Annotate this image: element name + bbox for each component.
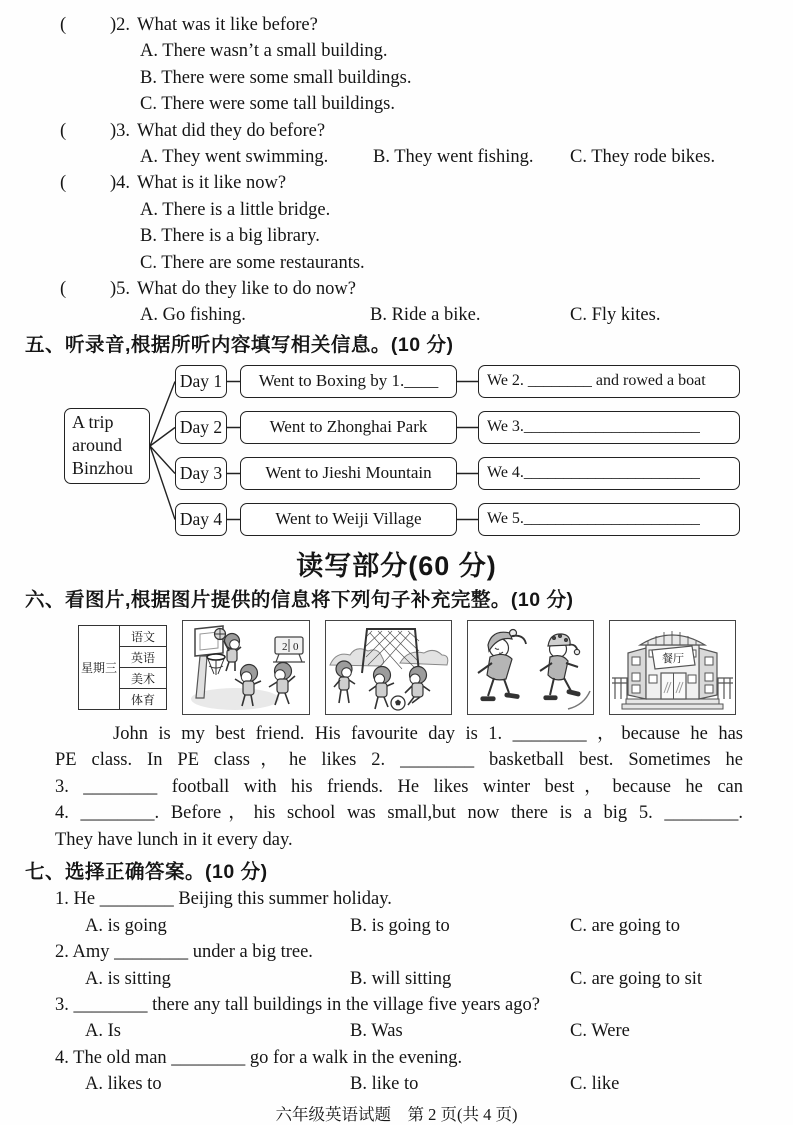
option-a: A. There is a little bridge. [140, 199, 331, 220]
question-5-options [140, 302, 793, 328]
skater-left [478, 630, 526, 701]
scoreboard-left-score: 2 [282, 641, 288, 654]
skater-right [540, 634, 580, 700]
day-1-result-box: We 2. ________ and rowed a boat [478, 365, 740, 398]
day-3-result-box: We 4.______________________ [478, 457, 740, 490]
question-4-options [85, 1071, 793, 1097]
option-c: C. There were some tall buildings. [140, 94, 396, 115]
schedule-subject-cell: 英语 [120, 647, 167, 668]
paragraph-line: PE class. In PE class，he likes 2. ________ basketball best. Sometimes he [55, 750, 743, 771]
paragraph-line: 3. ________ football with his friends. He likes winter best，because he can [55, 776, 743, 797]
option-c: C. are going to sit [570, 968, 703, 989]
question-1-options [85, 913, 793, 939]
section-7-heading: 七、选择正确答案。(10 分) [25, 861, 268, 884]
cloze-paragraph [55, 721, 743, 854]
schedule-subject-cell: 语文 [120, 626, 167, 647]
question-text: What was it like before? [137, 15, 318, 35]
basketball-scene-svg [183, 621, 308, 713]
question-3-options [140, 144, 793, 170]
wednesday-schedule-table [78, 625, 167, 710]
option-c: C. There are some restaurants. [140, 252, 365, 273]
option-b: B. Ride a bike. [370, 305, 481, 326]
question-number: )2. [110, 15, 131, 35]
restaurant-illustration [609, 620, 736, 715]
trip-diagram [0, 360, 793, 542]
schedule-day-cell: 星期三 [79, 626, 120, 710]
option-a: A. is going [85, 915, 167, 936]
question-text: What do they like to do now? [137, 279, 356, 300]
question-3-line [60, 118, 793, 144]
paragraph-line: John is my best friend. His favourite day is 1. ________ ，because he has [113, 723, 743, 744]
question-text: What did they do before? [137, 120, 326, 141]
restaurant-sign: 餐厅 [662, 653, 684, 666]
day-2-result-box: We 3.______________________ [478, 411, 740, 444]
option-a: A. is sitting [85, 968, 171, 989]
section-6-heading: 六、看图片,根据图片提供的信息将下列句子补充完整。(10 分) [25, 588, 574, 611]
schedule-subject-cell: 美术 [120, 668, 167, 689]
option-a: A. Is [85, 1021, 121, 1042]
question-text: What is it like now? [137, 173, 287, 194]
question-1-text: 1. He ________ Beijing this summer holiday. [55, 889, 392, 910]
question-4-line [60, 170, 793, 196]
skating-scene-svg [468, 621, 592, 713]
question-2-line [60, 12, 793, 38]
option-c: C. like [570, 1074, 620, 1095]
diagram-root-box: A trip around Binzhou [64, 408, 150, 484]
player-jumping [224, 634, 241, 672]
option-c: C. They rode bikes. [570, 147, 716, 168]
section-5-heading: 五、听录音,根据所听内容填写相关信息。(10 分) [25, 333, 454, 356]
day-4-box: Day 4 [175, 503, 227, 536]
option-b: B. is going to [350, 915, 450, 936]
option-a: A. There wasn’t a small building. [140, 41, 388, 62]
choice-questions [0, 886, 793, 1097]
question-number: )4. [110, 173, 131, 194]
option-b: B. There were some small buildings. [140, 67, 412, 88]
question-2-text: 2. Amy ________ under a big tree. [55, 942, 313, 963]
day-1-activity-box: Went to Boxing by 1.____ [240, 365, 457, 398]
football-scene-svg [326, 621, 450, 713]
option-b: B. There is a big library. [140, 226, 320, 247]
question-3-text: 3. ________ there any tall buildings in the village five years ago? [55, 995, 540, 1015]
football-illustration [325, 620, 452, 715]
question-5-line [60, 276, 793, 302]
question-2-options [85, 966, 793, 992]
schedule-subject-cell: 体育 [120, 689, 167, 710]
day-3-box: Day 3 [175, 457, 227, 490]
answer-bracket: ( [60, 279, 67, 300]
question-4-text: 4. The old man ________ go for a walk in the evening. [55, 1047, 463, 1068]
player-left [334, 661, 355, 703]
restaurant-building-svg [610, 621, 734, 713]
answer-bracket: ( [60, 15, 67, 35]
day-1-box: Day 1 [175, 365, 227, 398]
player-center [369, 667, 394, 710]
question-3-options [85, 1018, 793, 1044]
page-footer: 六年级英语试题 第 2 页(共 4 页) [275, 1104, 518, 1124]
option-b: B. They went fishing. [373, 147, 534, 168]
day-3-activity-box: Went to Jieshi Mountain [240, 457, 457, 490]
option-a: A. likes to [85, 1074, 162, 1095]
skating-illustration [467, 620, 594, 715]
basketball-illustration [182, 620, 310, 715]
option-b: B. will sitting [350, 968, 452, 989]
paragraph-line: 4. ________. Before，his school was small,but now there is a big 5. ________. [55, 803, 743, 824]
player-right [405, 667, 430, 706]
picture-row [78, 619, 793, 717]
question-number: )5. [110, 279, 131, 300]
option-b: B. like to [350, 1074, 419, 1095]
option-a: A. Go fishing. [140, 305, 246, 326]
option-c: C. Were [570, 1021, 630, 1042]
listening-questions [0, 0, 793, 329]
day-4-result-box: We 5.______________________ [478, 503, 740, 536]
option-a: A. They went swimming. [140, 147, 329, 168]
reading-writing-part-heading: 读写部分(60 分) [296, 550, 497, 581]
paragraph-line: They have lunch in it every day. [55, 829, 293, 850]
option-c: C. are going to [570, 915, 680, 936]
question-number: )3. [110, 120, 131, 141]
option-c: C. Fly kites. [570, 305, 661, 326]
answer-bracket: ( [60, 173, 67, 194]
scoreboard-right-score: 0 [293, 641, 299, 654]
option-b: B. Was [350, 1021, 403, 1042]
day-2-box: Day 2 [175, 411, 227, 444]
day-2-activity-box: Went to Zhonghai Park [240, 411, 457, 444]
answer-bracket: ( [60, 120, 67, 141]
day-4-activity-box: Went to Weiji Village [240, 503, 457, 536]
